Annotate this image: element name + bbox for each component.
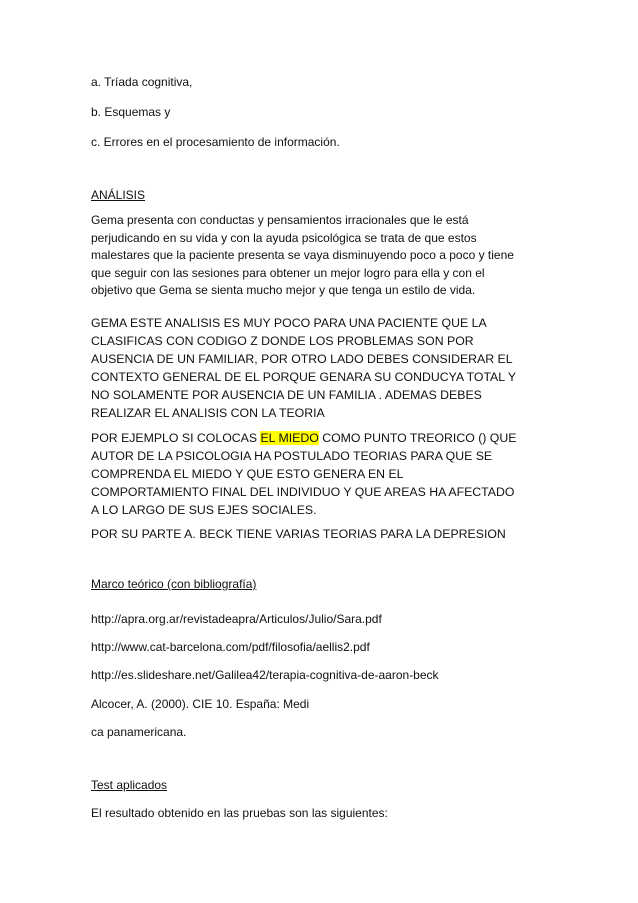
test-intro: El resultado obtenido en las pruebas son las siguientes: [91, 806, 388, 820]
feedback-line: COMPORTAMIENTO FINAL DEL INDIVIDUO Y QUE AREAS HA AFECTADO [91, 485, 515, 499]
reference-item: http://www.cat-barcelona.com/pdf/filosofia/aellis2.pdf [91, 640, 370, 654]
analisis-heading: ANÁLISIS [91, 188, 146, 202]
analisis-line: objetivo que Gema se sienta mucho mejor y que tenga un estilo de vida. [91, 283, 476, 297]
feedback-block-2 [91, 429, 561, 519]
analisis-line: que seguir con las sesiones para obtener un mejor logro para ella y con el [91, 265, 485, 280]
list-item-c: c. Errores en el procesamiento de información. [91, 135, 340, 149]
reference-item: http://es.slideshare.net/Galilea42/terapia-cognitiva-de-aaron-beck [91, 668, 439, 682]
feedback-line: NO SOLAMENTE POR AUSENCIA DE UN FAMILIA . ADEMAS DEBES [91, 388, 482, 402]
analisis-line: perjudicando en su vida y con la ayuda psicológica se trata de que estos [91, 230, 477, 245]
feedback-line: POR SU PARTE A. BECK TIENE VARIAS TEORIAS PARA LA DEPRESION [91, 527, 506, 541]
feedback-line: COMPRENDA EL MIEDO Y QUE ESTO GENERA EN EL [91, 467, 404, 481]
reference-item: Alcocer, A. (2000). CIE 10. España: Medi [91, 697, 310, 711]
feedback-line: CLASIFICAS CON CODIGO Z DONDE LOS PROBLEMAS SON POR [91, 334, 474, 348]
feedback-line: AUSENCIA DE UN FAMILIAR, POR OTRO LADO DEBES CONSIDERAR EL [91, 352, 513, 366]
marco-heading: Marco teórico (con bibliografía) [91, 577, 257, 591]
feedback-line: GEMA ESTE ANALISIS ES MUY POCO PARA UNA PACIENTE QUE LA [91, 316, 487, 330]
analisis-line: Gema presenta con conductas y pensamientos irracionales que le está [91, 213, 469, 227]
feedback-line: REALIZAR EL ANALISIS CON LA TEORIA [91, 406, 325, 420]
feedback-line: A LO LARGO DE SUS EJES SOCIALES. [91, 503, 317, 517]
feedback-line: CONTEXTO GENERAL DE EL PORQUE GENARA SU CONDUCYA TOTAL Y [91, 370, 517, 384]
feedback-text: POR EJEMPLO SI COLOCAS [91, 431, 261, 445]
reference-item: http://apra.org.ar/revistadeapra/Articulos/Julio/Sara.pdf [91, 612, 382, 626]
test-heading: Test aplicados [91, 778, 168, 792]
feedback-line [91, 429, 561, 447]
analisis-body [91, 212, 561, 300]
highlighted-text: EL MIEDO [260, 431, 319, 445]
feedback-line: AUTOR DE LA PSICOLOGIA HA POSTULADO TEORIAS PARA QUE SE [91, 449, 493, 463]
analisis-line: malestares que la paciente presenta se vaya disminuyendo poco a poco y tiene [91, 248, 514, 262]
feedback-block-1 [91, 314, 561, 422]
list-item-b: b. Esquemas y [91, 105, 171, 119]
feedback-text: COMO PUNTO TREORICO () QUE [318, 431, 517, 445]
list-item-a: a. Tríada cognitiva, [91, 75, 193, 89]
feedback-block-3 [91, 525, 561, 543]
reference-item: ca panamericana. [91, 725, 187, 739]
